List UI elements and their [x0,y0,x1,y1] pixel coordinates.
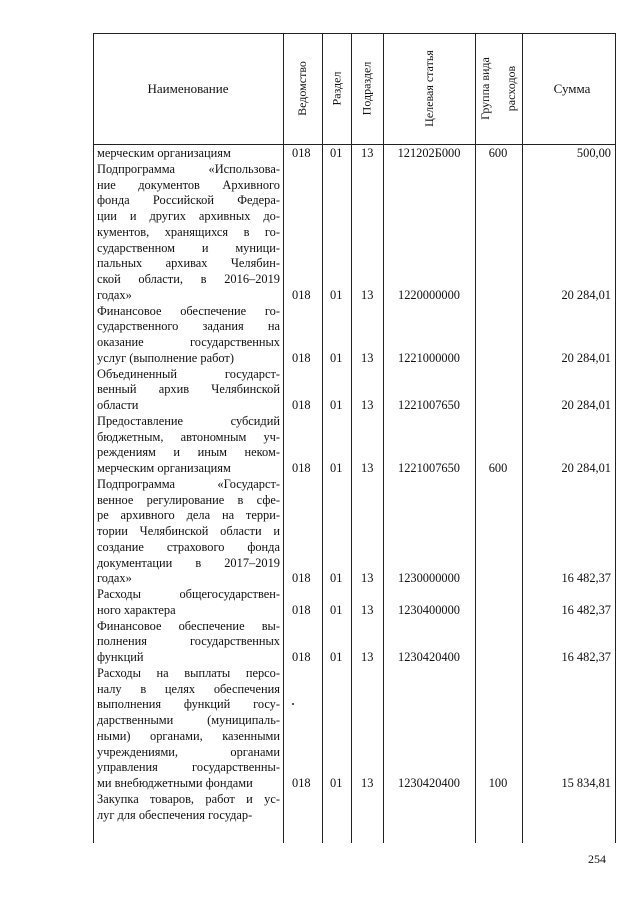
name-line: полнения государственных [97,634,280,649]
podrazdel-cell: 13 [361,350,374,365]
header-celevaya-statya: Целевая статья [421,50,436,127]
name-line: Подпрограмма «Государст- [97,476,280,491]
header-bottom-border [93,144,616,145]
celevaya-statya-cell: 1230400000 [398,602,460,617]
podrazdel-cell: 13 [361,571,374,586]
header-name: Наименование [147,80,229,96]
name-line: годах» [97,287,132,302]
budget-table [93,33,616,843]
name-line: функций [97,650,144,664]
summa-cell: 16 482,37 [561,571,611,586]
celevaya-statya-cell: 1230420400 [398,776,460,790]
col-divider [475,33,476,843]
vedomstvo-cell: 018 [292,602,311,617]
name-line: создание страхового фонда [97,539,280,554]
vedomstvo-cell: 018 [292,776,311,790]
razdel-cell: 01 [330,602,343,617]
col-divider [522,33,523,843]
summa-cell: 500,00 [576,146,611,160]
name-line: Предоставление субсидий [97,413,280,428]
name-line: венное регулирование в сфе- [97,492,280,507]
name-line: ными) органами, казенными [97,728,280,743]
razdel-cell: 01 [330,461,343,475]
name-line: годах» [97,571,132,586]
celevaya-statya-cell: 1230420400 [398,650,460,664]
celevaya-statya-cell: 1220000000 [398,287,460,302]
podrazdel-cell: 13 [361,287,374,302]
name-line: фонда Российской Федера- [97,193,280,208]
header-vedomstvo: Ведомство [295,61,310,116]
stray-mark [292,703,294,705]
name-line: луг для обеспечения государ- [97,807,253,822]
name-line: сударственном и муници- [97,240,280,255]
name-column [97,146,280,823]
razdel-cell: 01 [330,571,343,586]
name-line: выполнения функций госу- [97,697,280,712]
col-divider [383,33,384,843]
name-line: ние документов Архивного [97,177,280,192]
gruppa-cell: 600 [488,146,508,160]
vedomstvo-cell: 018 [292,461,311,475]
summa-cell: 20 284,01 [561,398,611,412]
celevaya-statya-cell: 1221007650 [398,398,460,412]
name-line: сударственного задания на [97,319,280,334]
vedomstvo-cell: 018 [292,571,311,586]
name-line: Расходы общегосударствен- [97,587,280,601]
razdel-cell: 01 [330,287,343,302]
name-line: ской области, в 2016–2019 [97,272,280,286]
podrazdel-cell: 13 [361,650,374,664]
gruppa-cell: 600 [488,461,508,475]
name-line: Расходы на выплаты персо- [97,665,280,680]
name-line: венный архив Челябинской [97,382,280,397]
name-line: налу в целях обеспечения [97,681,280,696]
vedomstvo-cell: 018 [292,350,311,365]
celevaya-statya-cell: 1221007650 [398,461,460,475]
name-line: управления государственны- [97,760,280,775]
name-line: ного характера [97,602,176,617]
vedomstvo-cell: 018 [292,146,311,160]
name-line: учреждениями, органами [97,744,280,759]
summa-cell: 16 482,37 [561,650,611,664]
page-number: 254 [588,852,606,866]
podrazdel-cell: 13 [361,146,374,160]
razdel-cell: 01 [330,776,343,790]
razdel-cell: 01 [330,350,343,365]
name-line: ре архивного дела на терри- [97,508,280,523]
name-line: тории Челябинской области и [97,524,280,538]
summa-cell: 16 482,37 [561,602,611,617]
name-line: дарственными (муниципаль- [97,713,280,727]
podrazdel-cell: 13 [361,602,374,617]
name-line: Объединенный государст- [97,366,280,381]
vedomstvo-cell: 018 [292,650,311,664]
name-line: кументов, хранящихся в го- [97,224,280,239]
podrazdel-cell: 13 [361,461,374,475]
header-razdel: Раздел [329,71,344,106]
vedomstvo-cell: 018 [292,398,311,412]
podrazdel-cell: 13 [361,776,374,790]
name-line: Подпрограмма «Использова- [97,161,280,176]
celevaya-statya-cell: 1221000000 [398,350,460,365]
celevaya-statya-cell: 121202Б000 [397,146,461,160]
name-line: пальных архивах Челябин- [97,256,280,271]
col-divider [615,33,616,843]
name-line: области [97,398,139,412]
name-line: мерческим организациям [97,146,231,160]
name-line: Закупка товаров, работ и ус- [97,791,280,806]
col-divider [93,33,94,843]
name-line: оказание государственных [97,335,280,349]
name-line: реждениям и иным неком- [97,445,280,460]
header-summa: Сумма [553,80,591,96]
summa-cell: 20 284,01 [561,461,611,475]
name-line: Финансовое обеспечение го- [97,303,280,318]
col-divider [283,33,284,843]
header-gruppa-vida-rashodov: Группа вида расходов [478,57,518,120]
podrazdel-cell: 13 [361,398,374,412]
razdel-cell: 01 [330,146,343,160]
name-line: ми внебюджетными фондами [97,776,253,790]
summa-cell: 20 284,01 [561,350,611,365]
name-line: бюджетным, автономным уч- [97,429,280,444]
col-divider [322,33,323,843]
col-divider [351,33,352,843]
header-podrazdel: Подраздел [359,61,374,116]
name-line: ции и других архивных до- [97,209,280,223]
summa-cell: 20 284,01 [561,287,611,302]
name-line: документации в 2017–2019 [97,555,280,570]
razdel-cell: 01 [330,650,343,664]
celevaya-statya-cell: 1230000000 [398,571,460,586]
name-line: услуг (выполнение работ) [97,350,234,365]
vedomstvo-cell: 018 [292,287,311,302]
name-line: мерческим организациям [97,461,231,475]
razdel-cell: 01 [330,398,343,412]
summa-cell: 15 834,81 [561,776,611,790]
gruppa-cell: 100 [488,776,508,790]
name-line: Финансовое обеспечение вы- [97,618,280,633]
